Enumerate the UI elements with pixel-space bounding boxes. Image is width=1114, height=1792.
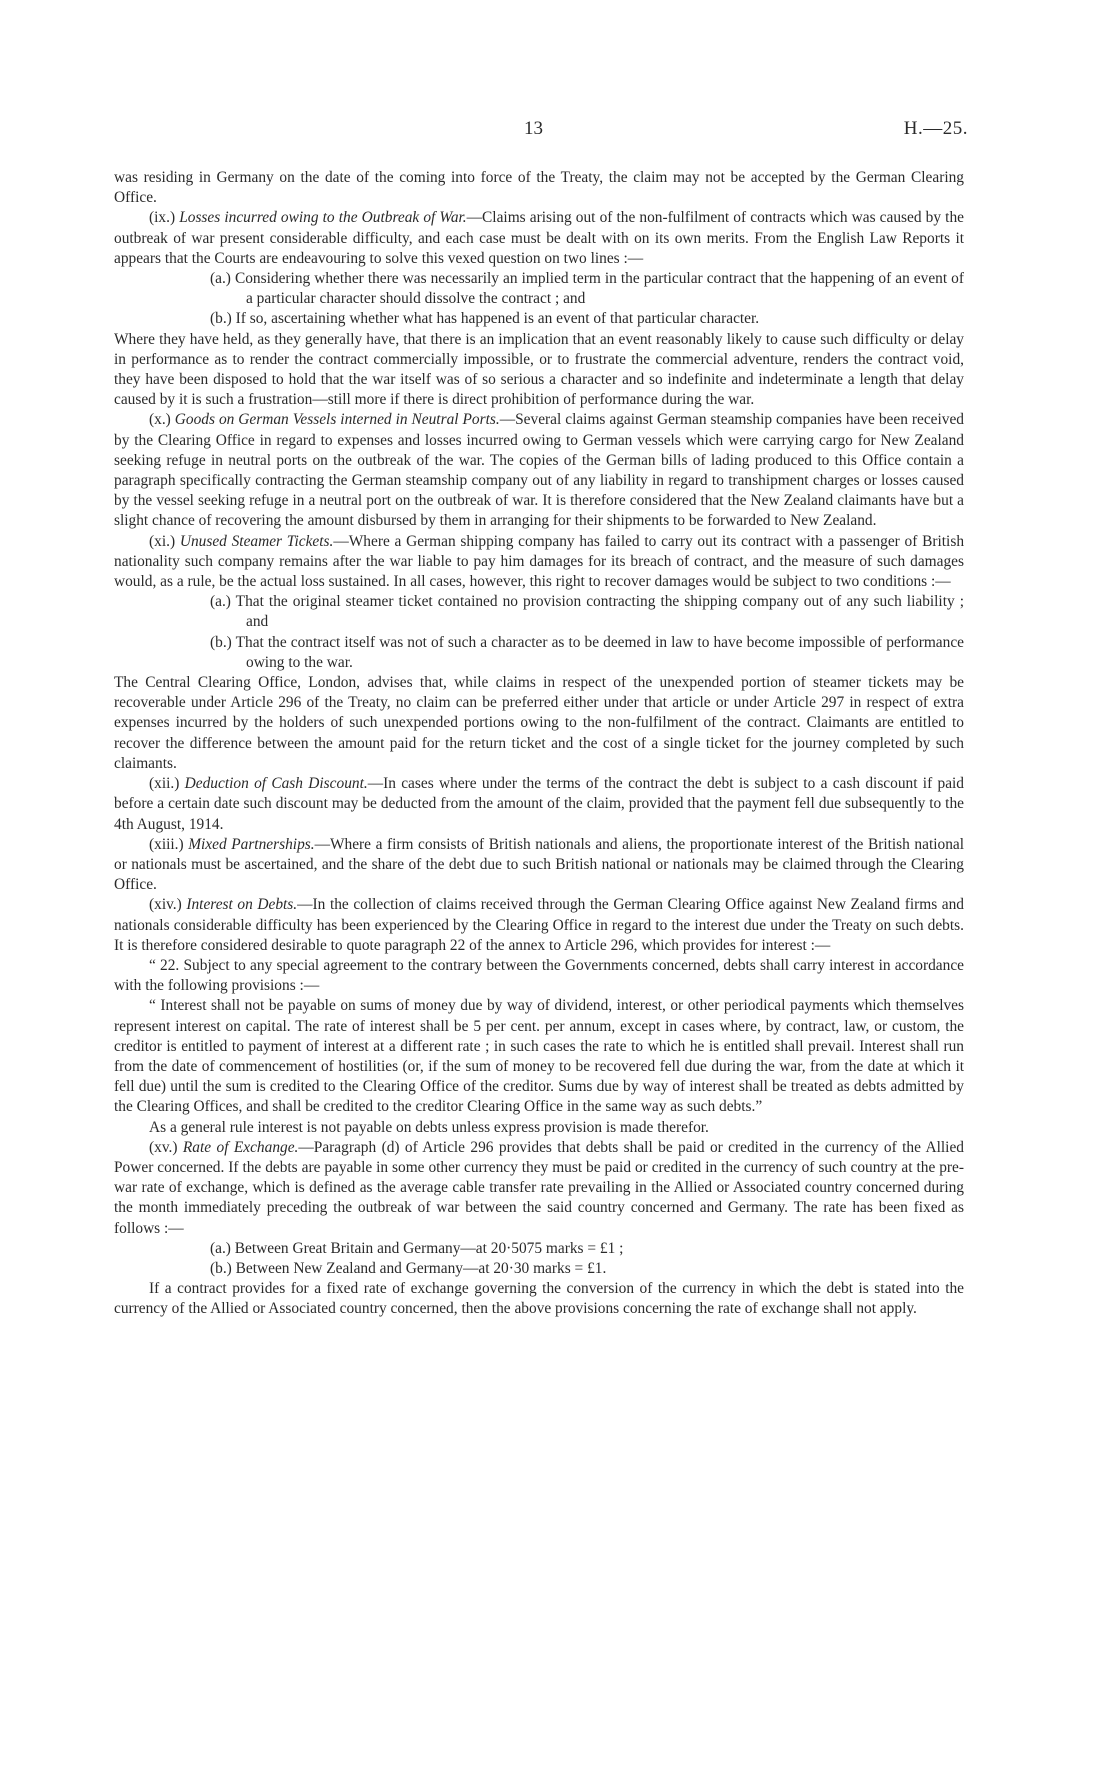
- section-heading: Unused Steamer Tickets.: [179, 532, 334, 550]
- section-xiv-conclusion: As a general rule interest is not payable on debts unless express provision is made therefor.: [149, 1118, 709, 1136]
- section-heading: Deduction of Cash Discount.: [184, 775, 368, 793]
- section-xv: [114, 1138, 964, 1239]
- section-ix: [114, 208, 964, 269]
- subclause-xi-a: (a.) That the original steamer ticket contained no provision contracting the shipping company out of any such liability ; and: [210, 593, 964, 631]
- section-xiv: [114, 895, 964, 956]
- section-text: —Where a German shipping company has failed to carry out its contract with a passenger of British nationality such company remains after the war liable to pay him damages for its breach of contract, and the measure of such damages would, as a rule, be the actual loss sustained. In all cases, however, this right to recover damages would be subject to two conditions :—: [114, 532, 965, 591]
- section-text: —Several claims against German steamship companies have been received by the Clearing Office in regard to expenses and losses incurred owing to German vessels which were carrying cargo for New Zealand seeking refuge in neutral ports on the outbreak of the war. The copies of the German bills of lading produced to this Office contain a paragraph specifically contracting the German steamship company out of any liability in regard to transhipment charges or losses caused by the vessel seeking refuge in a neutral port on the outbreak of war. It is therefore considered that the New Zealand claimants have but a slight chance of recovering the amount disbursed by them in arranging for their shipments to be forwarded to New Zealand.: [114, 411, 964, 530]
- section-text: —Paragraph (d) of Article 296 provides that debts shall be paid or credited in the currency of the Allied Power concerned. If the debts are payable in some other currency they must be paid or credited in the currency of such country at the pre-war rate of exchange, which is defined as the average cable transfer rate prevailing in the Allied or Associated country concerned during the month immediately preceding the outbreak of war between the said country concerned and Germany. The rate has been fixed as follows :—: [114, 1138, 964, 1237]
- section-number: (xiii.): [149, 835, 189, 853]
- section-xiii: [114, 835, 964, 896]
- subclause-ix-b: (b.) If so, ascertaining whether what has happened is an event of that particular character.: [210, 310, 760, 328]
- section-xi-conclusion: The Central Clearing Office, London, advises that, while claims in respect of the unexpended portion of steamer tickets may be recoverable under Article 296 of the Treaty, no claim can be preferred either under that article or under Article 297 in respect of extra expenses incurred by the holders of such unexpended portions owing to the non-fulfilment of the contract. Claimants are entitled to recover the difference between the amount paid for the return ticket and the cost of a single ticket for the journey completed by such claimants.: [114, 674, 964, 772]
- subclause-ix-a: (a.) Considering whether there was necessarily an implied term in the particular contract that the happening of an event of a particular character should dissolve the contract ; and: [210, 270, 964, 308]
- subclause-xv-a: (a.) Between Great Britain and Germany—at 20·5075 marks = £1 ;: [210, 1239, 624, 1257]
- section-heading: Interest on Debts.: [186, 896, 298, 914]
- section-number: (x.): [149, 411, 175, 429]
- section-heading: Goods on German Vessels interned in Neutral Ports.: [174, 411, 500, 429]
- document-reference: H.—25.: [903, 118, 968, 139]
- section-number: (xii.): [149, 775, 185, 793]
- section-text: —In cases where under the terms of the contract the debt is subject to a cash discount if paid before a certain date such discount may be deducted from the amount of the claim, provided that the payment fell due subsequently to the 4th August, 1914.: [114, 775, 964, 833]
- section-text: —Claims arising out of the non-fulfilment of contracts which was caused by the outbreak of war present considerable difficulty, and each case must be dealt with on its own merits. From the English Law Reports it appears that the Courts are endeavouring to solve this vexed question on two lines :—: [114, 209, 964, 267]
- section-text: —In the collection of claims received through the German Clearing Office against New Zealand firms and nationals considerable difficulty has been experienced by the Clearing Office in regard to the interest due under the Treaty on such debts. It is therefore considered desirable to quote paragraph 22 of the annex to Article 296, which provides for interest :—: [114, 896, 964, 954]
- section-heading: Rate of Exchange.: [182, 1138, 299, 1156]
- section-xi: [114, 532, 964, 593]
- paragraph-continued: was residing in Germany on the date of the coming into force of the Treaty, the claim may not be accepted by the German Clearing Office.: [114, 169, 964, 207]
- subclause-xv-b: (b.) Between New Zealand and Germany—at 20·30 marks = £1.: [210, 1259, 607, 1277]
- body-text: [114, 168, 964, 1320]
- section-heading: Losses incurred owing to the Outbreak of War.: [179, 209, 467, 227]
- quotation-interest: “ Interest shall not be payable on sums of money due by way of dividend, interest, or other periodical payments which themselves represent interest on capital. The rate of interest shall be 5 per cent. per annum, except in cases where, by contract, law, or custom, the creditor is entitled to payment of interest at a different rate ; in such cases the rate to which he is entitled shall prevail. Interest shall run from the date of commencement of hostilities (or, if the sum of money to be recovered fell due during the war, from the date at which it fell due) until the sum is credited to the Clearing Office of the creditor. Sums due by way of interest shall be treated as debts admitted by the Clearing Offices, and shall be credited to the creditor Clearing Office in the same way as such debts.”: [114, 997, 964, 1116]
- page-number: 13: [524, 118, 543, 139]
- subclause-xi-b: (b.) That the contract itself was not of such a character as to be deemed in law to have become impossible of performance owing to the war.: [210, 633, 964, 671]
- page-header: [0, 118, 1114, 148]
- section-number: (xiv.): [149, 896, 187, 914]
- section-xv-conclusion: If a contract provides for a fixed rate of exchange governing the conversion of the currency in which the debt is stated into the currency of the Allied or Associated country concerned, then the above provisions concerning the rate of exchange shall not apply.: [114, 1280, 964, 1318]
- section-heading: Mixed Partnerships.: [188, 835, 315, 853]
- section-xii: [114, 774, 964, 835]
- section-text: —Where a firm consists of British nationals and aliens, the proportionate interest of the British national or nationals must be ascertained, and the share of the debt due to such British national or nationals may be claimed through the Clearing Office.: [114, 835, 964, 894]
- section-number: (xi.): [149, 532, 180, 550]
- section-ix-conclusion: Where they have held, as they generally have, that there is an implication that an event reasonably likely to cause such difficulty or delay in performance as to render the contract commercially impossible, or to frustrate the commercial adventure, renders the contract void, they have been disposed to hold that the war itself was of so serious a character and so indefinite and indeterminate a length that delay caused by it is such a frustration—still more if there is direct prohibition of performance during the war.: [114, 330, 964, 409]
- section-number: (ix.): [149, 209, 180, 227]
- section-x: [114, 410, 964, 531]
- section-number: (xv.): [149, 1138, 183, 1156]
- quotation-paragraph-22: “ 22. Subject to any special agreement to the contrary between the Governments concerned, debts shall carry interest in accordance with the following provisions :—: [114, 956, 964, 995]
